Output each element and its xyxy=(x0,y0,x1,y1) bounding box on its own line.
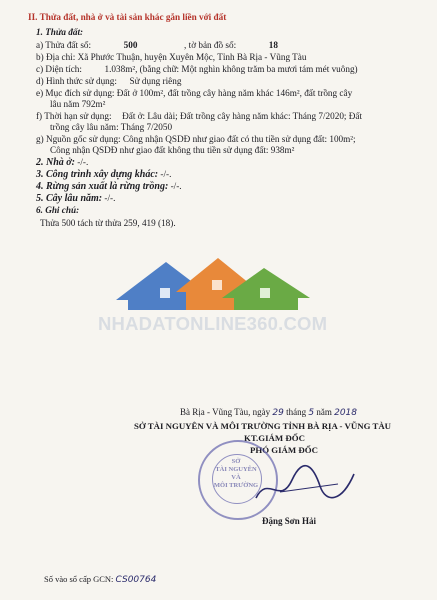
usage-term-row xyxy=(36,111,362,122)
signer-name: Đặng Sơn Hải xyxy=(262,516,316,526)
origin-value-1: Công nhận QSDĐ như giao đất có thu tiền sử dụng đất: 100m²; xyxy=(122,134,356,144)
usage-form-row xyxy=(36,76,181,87)
address-label: b) Địa chỉ: xyxy=(36,52,76,62)
registry-row xyxy=(44,574,156,586)
house-heading: 2. Nhà ở: xyxy=(36,157,75,168)
house-row xyxy=(36,157,88,168)
construction-heading: 3. Công trình xây dựng khác: xyxy=(36,169,159,180)
registry-value: CS00764 xyxy=(115,575,157,585)
address-value: Xã Phước Thuận, huyện Xuyên Mộc, Tỉnh Bà Rịa - Vũng Tàu xyxy=(77,52,307,62)
kt-director: KT.GIÁM ĐỐC xyxy=(244,433,305,443)
area-row xyxy=(36,64,358,75)
perennial-value: -/-. xyxy=(104,193,116,203)
forest-row xyxy=(36,181,182,192)
window-icon xyxy=(212,280,222,290)
address-row xyxy=(36,52,306,63)
area-value: 1.038m², (bằng chữ: Một nghìn không trăm ba mươi tám mét vuông) xyxy=(104,64,358,74)
usage-term-value-1: Đất ở: Lâu dài; Đất trồng cây hàng năm khác: Tháng 7/2020; Đất xyxy=(122,111,363,121)
stamp-line-3: VÀ xyxy=(231,474,241,481)
window-icon xyxy=(160,288,170,298)
day-value: 29 xyxy=(272,408,284,418)
window-icon xyxy=(260,288,270,298)
parcel-number-label: a) Thửa đất số: xyxy=(36,40,92,50)
stamp-line-2: TÀI NGUYÊN xyxy=(215,466,257,473)
parcel-number-row xyxy=(36,40,278,51)
origin-label: g) Nguồn gốc sử dụng: xyxy=(36,134,121,144)
forest-heading: 4. Rừng sản xuất là rừng trồng: xyxy=(36,181,169,192)
usage-term-label: f) Thời hạn sử dụng: xyxy=(36,111,112,121)
notes-value: Thửa 500 tách từ thửa 259, 419 (18). xyxy=(40,218,176,228)
origin-value-2: Công nhận QSDĐ như giao đất không thu tiền sử dụng đất: 938m² xyxy=(50,145,295,155)
year-label: năm xyxy=(316,407,332,417)
usage-purpose-row xyxy=(36,88,352,99)
signature-scribble xyxy=(250,456,370,516)
parcel-number-value: 500 xyxy=(123,40,138,50)
usage-purpose-label: e) Mục đích sử dụng: xyxy=(36,88,115,98)
watermark-text: NHADATONLINE360.COM xyxy=(98,313,328,334)
registry-label: Số vào sổ cấp GCN: xyxy=(44,574,114,584)
section-title: II. Thửa đất, nhà ở và tài sản khác gắn liền với đất xyxy=(28,12,227,22)
deputy-director-title: PHÓ GIÁM ĐỐC xyxy=(250,445,318,455)
usage-purpose-value-2: lâu năm 792m² xyxy=(50,99,106,109)
house-value: -/-. xyxy=(77,157,89,167)
forest-value: -/-. xyxy=(170,181,182,191)
month-label: tháng xyxy=(286,407,307,417)
issuing-org: SỞ TÀI NGUYÊN VÀ MÔI TRƯỜNG TỈNH BÀ RỊA - VŨNG TÀU xyxy=(134,421,392,431)
construction-row xyxy=(36,169,171,180)
notes-heading: 6. Ghi chú: xyxy=(36,205,80,215)
map-sheet-value: 18 xyxy=(268,40,278,50)
place-date-prefix: Bà Rịa - Vũng Tàu, ngày xyxy=(180,407,271,417)
signature-stroke xyxy=(256,466,354,498)
year-value: 2018 xyxy=(334,408,357,418)
stamp-line-4: MÔI TRƯỜNG xyxy=(213,482,259,489)
perennial-row xyxy=(36,193,115,204)
place-date-line xyxy=(180,407,357,418)
usage-form-label: d) Hình thức sử dụng: xyxy=(36,76,117,86)
month-value: 5 xyxy=(308,408,315,418)
usage-purpose-value-1: Đất ở 100m², đất trồng cây hàng năm khác 146m², đất trồng cây xyxy=(116,88,353,98)
perennial-heading: 5. Cây lâu năm: xyxy=(36,193,103,204)
stamp-line-1: SỞ xyxy=(231,458,241,465)
origin-row xyxy=(36,134,356,145)
area-label: c) Diện tích: xyxy=(36,64,82,74)
usage-form-value: Sử dụng riêng xyxy=(129,76,182,86)
map-sheet-label: , tờ bản đồ số: xyxy=(184,40,237,50)
land-heading: 1. Thửa đất: xyxy=(36,27,84,37)
usage-term-value-2: trồng cây lâu năm: Tháng 7/2050 xyxy=(50,122,173,132)
construction-value: -/-. xyxy=(160,169,172,179)
